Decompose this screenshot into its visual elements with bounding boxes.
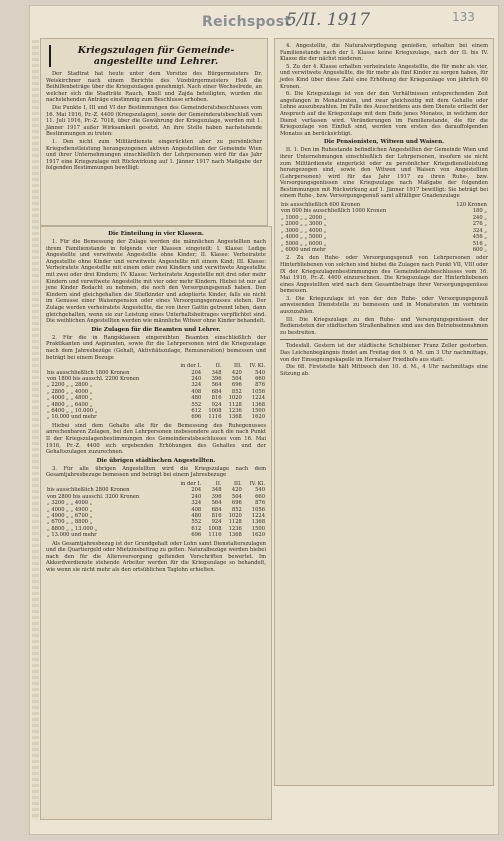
- table-row: [280, 247, 488, 253]
- binding-edge: [32, 40, 39, 820]
- table-cell: 1128: [228, 401, 242, 408]
- table-cell: „ 4000 „ „ 4900 „: [47, 506, 93, 513]
- table-cell: 240: [191, 375, 202, 382]
- table-cell: 504: [231, 375, 242, 382]
- table-cell: 240: [191, 493, 202, 500]
- table-cell: 540: [255, 369, 265, 376]
- table-cell: 1620: [251, 414, 265, 421]
- notice: Todesfall. Gestern ist der städtische Schulbiener Franz Zeller gestorben. Das Leichenbegängnis findet am Freitag den 9. d. M. um 3 Uhr nachmittags, von der Einsegnungskapelle im Hernalser Friedhofe aus statt.: [280, 343, 488, 363]
- table-cell: „ 3000 „ „ 4000 „: [281, 227, 327, 234]
- notice-text: [275, 343, 493, 377]
- table-header: III.: [234, 480, 242, 487]
- table-cell: 876: [255, 382, 265, 389]
- table-cell: 204: [191, 369, 202, 376]
- section-text: [275, 255, 493, 336]
- table-cell: 420: [231, 369, 242, 376]
- table-cell: „ 13.000 und mehr: [47, 532, 97, 539]
- table-cell: 420: [231, 487, 242, 494]
- table-cell: 816: [211, 512, 222, 519]
- table-cell: 1368: [228, 532, 242, 539]
- table-cell: 852: [231, 388, 242, 395]
- table-cell: 204: [191, 487, 202, 494]
- table-cell: 696: [191, 532, 202, 539]
- table-cell: 1224: [251, 395, 265, 402]
- table-cell: „ 6700 „ „ 8800 „: [47, 519, 93, 526]
- table-cell: 540: [255, 487, 265, 494]
- table-cell: 1368: [251, 519, 265, 526]
- table-cell: 1368: [228, 414, 242, 421]
- clipping-left-main: [40, 226, 272, 820]
- table-cell: 240 „: [472, 214, 487, 221]
- table-beamten: [46, 363, 266, 421]
- table-cell: 696: [231, 500, 242, 507]
- table-cell: 852: [231, 506, 242, 513]
- table-cell: „ 2200 „ „ 2800 „: [47, 382, 93, 389]
- table-cell: bis ausschließlich 600 Kronen: [281, 202, 361, 209]
- table-cell: 1224: [251, 512, 265, 519]
- table-cell: 1056: [251, 506, 265, 513]
- table-cell: 1236: [228, 525, 242, 532]
- table-cell: „ 6400 „ „ 10.000 „: [47, 407, 98, 414]
- table-cell: 396: [211, 493, 222, 500]
- section-heading: Die Einteilung in vier Klassen.: [108, 231, 204, 237]
- table-pensionisten: [280, 202, 488, 253]
- section-text: [41, 466, 271, 479]
- table-cell: 1020: [228, 395, 242, 402]
- table-cell: 1116: [208, 532, 222, 539]
- table-cell: 1008: [208, 525, 222, 532]
- table-cell: „ 5000 „ „ 6000 „: [281, 240, 327, 247]
- table-cell: 1128: [228, 519, 242, 526]
- table-cell: 684: [211, 506, 222, 513]
- table-cell: 1500: [251, 525, 265, 532]
- newspaper-stamp: Reichspost: [202, 14, 292, 30]
- table-cell: 612: [191, 525, 202, 532]
- paragraph: 3. Für alle übrigen Angestellten wird die Kriegszulage nach dem Gesamtjahresbezuge bemessen und beträgt bei einem Jahresbezuge: [46, 465, 266, 479]
- table-cell: „ 6000 und mehr: [281, 246, 326, 253]
- table-cell: 816: [211, 395, 222, 402]
- table-cell: 456 „: [472, 234, 487, 241]
- table-cell: bis ausschließlich 1800 Kronen: [47, 369, 130, 376]
- table-cell: 324 „: [472, 227, 487, 234]
- table-cell: 408: [191, 506, 202, 513]
- intro-paragraph: 1. Den nicht zum Militärdienste eingerückten aber zu persönlicher Kriegsdienstleistung herangezogenen aktiven Angestellten der Gemeinde Wien und ihrer Unternehmungen einschließlich der Lehrpersonen wird für das Jahr 1917 eine Kriegszulage mit Rückwirkung auf 1. Jänner 1917 nach Maßgabe der folgenden Bestimmungen bewilligt:: [46, 138, 262, 172]
- table-cell: 924: [211, 519, 222, 526]
- section-heading: Die Pensionisten, Witwen und Waisen.: [323, 139, 445, 146]
- paragraph: 3. Die Kriegszulage ist von der den Ruhe- oder Versorgungsgenuß anweisenden Dienststelle zu bemessen und in Monatsraten im vorhinein auszuzahlen.: [280, 295, 488, 316]
- clipping-right-main: [274, 38, 494, 786]
- table-cell: 1020: [228, 512, 242, 519]
- table-header: III.: [234, 363, 242, 370]
- table-cell: 684: [211, 388, 222, 395]
- table-cell: 1236: [228, 407, 242, 414]
- table-cell: „ 8800 „ „ 13.000 „: [47, 525, 98, 532]
- table-cell: 552: [191, 401, 202, 408]
- section-text: [41, 423, 271, 456]
- section-text: [41, 335, 271, 361]
- table-cell: 504: [231, 493, 242, 500]
- paragraph: 6. Die Kriegszulage ist von der den Verhältnissen entsprechenden Zeit angefangen in Monatsraten, und zwar gleichzeitig mit dem Gehalte oder Lohne auszubezahlen. Im Falle des Ausscheidens aus dem Dienste erlischt der Anspruch auf die Kriegszulage mit dem Ende jenes Monates, in welchem der Dienst verlassen wird. Veränderungen im Familienstande, die für die Kriegszulage von Einfluß sind, werden vom ersten des darauffolgenden Monates an berücksichtigt.: [280, 91, 488, 137]
- table-cell: „ 4000 „ „ 5000 „: [281, 234, 327, 241]
- table-cell: 324: [191, 382, 202, 389]
- table-cell: 1116: [208, 414, 222, 421]
- folio-number: 133: [452, 10, 475, 24]
- table-body: [46, 370, 266, 421]
- table-cell: „ 2000 „ „ 3000 „: [281, 221, 327, 228]
- intro-paragraph: Der Stadtrat hat heute unter dem Vorsitze des Bürgermeisters Dr. Weiskirchner nach einem Berichte des Vizebürgermeisters Hoß die Beihilfenbeträge über die Kriegszulagen genehmigt. Nach einer Wechselrede, an welcher sich die Stadträte Rauch, Knoll und Zajda beteiligten, wurden die nachstehenden Anträge einstimmig zum Beschlusse erhoben.: [46, 71, 262, 104]
- table-cell: 612: [191, 407, 202, 414]
- table-header: in der I.: [180, 480, 202, 487]
- table-body: [46, 487, 266, 538]
- handwritten-date: 5/II. 1917: [286, 10, 371, 30]
- table-header: II.: [215, 480, 222, 487]
- clipping-left-top: [40, 38, 268, 226]
- table-cell: 1008: [208, 407, 222, 414]
- table-cell: 120 Kronen: [456, 202, 487, 209]
- table-row: [46, 532, 266, 538]
- table-cell: 396: [211, 375, 222, 382]
- table-header: IV. Kl.: [249, 480, 265, 487]
- table-cell: 408: [191, 388, 202, 395]
- paragraph: Hiebei sind dem Gehalte alle für die Bemessung des Ruhegenusses anrechenbaren Zulagen, bei den Lehrpersonen insbesondere auch die nach Punkt II der Kriegszulagenbestimmungen des Gemeinderatsbeschlusses vom 16. Mai 1916, Pr.-Z. 4400 sich ergebenden Erhöhungen des Gehaltes und der Gehaltszulagen zuzurechnen.: [46, 422, 266, 456]
- table-cell: 660: [255, 493, 265, 500]
- table-cell: 600 „: [472, 246, 487, 253]
- table-cell: 876: [255, 500, 265, 507]
- paragraph: 5. Zu der 4. Klasse erhalten verheiratete Angestellte, die für mehr als vier, und verwitwete Angestellte, die für mehr als fünf Kinder zu sorgen haben, für jedes Kind über diese Zahl eine Erhöhung der Kriegszulage von jährlich 60 Kronen.: [280, 63, 488, 90]
- paragraph: 4. Angestellte, die Naturalverpflegung genießen, erhalten bei einem Familienstande nach der I. Klasse keine Kriegszulage, nach der II. bis IV. Klasse die der nächst niederen.: [280, 43, 488, 63]
- table-cell: von 1800 bis ausschl. 2200 Kronen: [47, 375, 140, 382]
- notice: Die 68. Firststelle hält Mittwoch den 10. d. M., 4 Uhr nachmittags eine Sitzung ab.: [280, 364, 488, 377]
- table-cell: 1056: [251, 388, 265, 395]
- table-cell: 276 „: [472, 221, 487, 228]
- table-cell: bis ausschließlich 2800 Kronen: [47, 487, 130, 494]
- table-header: II.: [215, 363, 222, 370]
- divider: [280, 339, 488, 340]
- table-row: [46, 414, 266, 420]
- section-heading: Die übrigen städtischen Angestellten.: [96, 457, 216, 464]
- table-cell: von 600 bis ausschließlich 1000 Kronen: [281, 208, 387, 215]
- article-title: Kriegszulagen für Gemeinde-angestellte und Lehrer.: [41, 39, 267, 71]
- paragraph: 2. Für die in Rangsklassen eingereihten Beamten einschließlich der Praktikanten und Aspiranten, sowie für die Lehrpersonen wird die Kriegszulage nach dem Jahresbezüge (Gehalt, Aktivitätszulage, Remuneration) bemessen und beträgt bei einem Bezuge: [46, 334, 266, 361]
- table-cell: 324: [191, 500, 202, 507]
- table-cell: 480: [191, 395, 202, 402]
- table-cell: 180 „: [472, 208, 487, 215]
- section-text: [41, 239, 271, 325]
- table-cell: „ 2800 „ „ 4000 „: [47, 388, 93, 395]
- table-header: IV. Kl.: [249, 363, 265, 370]
- table-cell: „ 4800 „ „ 6400 „: [47, 401, 93, 408]
- paragraph: II. 1. Den im Ruhestande befindlichen Angestellten der Gemeinde Wien und ihrer Unternehmungen einschließlich der Lehrpersonen, insofern sie nicht zum Militärdienste eingerückt oder zu persönlicher Kriegsdienstleistung herangezogen sind, sowie den Witwen und Waisen von Angestellten (Lehrpersonen) wird für das Jahr 1917 zu ihren Ruhe-, bzw. Versorgungsgenüssen eine Kriegszulage nach Maßgabe der folgenden Bestimmungen mit Rückwirkung auf 1. Jänner 1917 bewilligt: Sie beträgt bei einem Ruhe-, bzw. Versorgungsgenuß samt allfälliger Gnadenzulage: [280, 147, 488, 200]
- paragraph: Als Gesamtjahresbezug ist der Grundgehalt oder Lohn samt Dienstalterszulagen und die Quartiergeld oder Mietzinsbeitrag zu gelten. Naturalbezüge werden hiebei nach den für die Altersversorgung geltenden Vorschriften bewertet. Im Akkordverdienste stehende Arbeiter werden für die Kriegszulage so behandelt, wie wenn sie nicht mehr als den ortsüblichen Taglohn erhielten.: [46, 540, 266, 573]
- section-text: [41, 541, 271, 574]
- table-cell: „ 4000 „ „ 4800 „: [47, 395, 93, 402]
- table-body: [280, 202, 488, 253]
- table-cell: 696: [231, 382, 242, 389]
- section-text: [275, 39, 493, 137]
- table-angestellte: [46, 481, 266, 539]
- section-heading: Die Zulagen für die Beamten und Lehrer.: [91, 326, 221, 333]
- intro-paragraph: Die Punkte I, III und VI der Bestimmungen des Gemeinderatsbeschlusses vom 16. Mai 1916, Pr.-Z. 4400 (Kriegszulagen), sowie der Gemeinderatsbeschluß vom 11. Juli 1916, Pr.-Z. 7018, über die Gewährung der Kriegszulage, werden mit 1. Jänner 1917 außer Wirksamkeit gesetzt. An ihre Stelle haben nachstehende Bestimmungen zu treten:: [46, 104, 262, 138]
- table-cell: 516 „: [472, 240, 487, 247]
- table-cell: 564: [211, 382, 222, 389]
- table-cell: „ 3200 „ „ 4000 „: [47, 500, 93, 507]
- table-cell: 1620: [251, 532, 265, 539]
- table-cell: 564: [211, 500, 222, 507]
- table-cell: 348: [211, 369, 222, 376]
- table-cell: 660: [255, 375, 265, 382]
- table-cell: 696: [191, 414, 202, 421]
- article-intro: [41, 71, 267, 172]
- paragraph: 1. Für die Bemessung der Zulage werden die männlichen Angestellten nach ihrem Familienstande in folgende vier Klassen eingeteilt: I. Klasse: Ledige Angestellte und verwitwete Angestellte ohne Kinder; II. Klasse: Verheiratete Angestellte ohne Kinder und verwitwete Angestellte mit einem Kind; III. Klasse: Verheiratete Angestellte mit einem oder zwei Kindern und verwitwete Angestellte mit zwei oder drei Kindern; IV. Klasse: Verheiratete Angestellte mit drei oder mehr Kindern und verwitwete Angestellte mit vier oder mehr Kindern. Hiebei ist nur auf jene Kinder Bedacht zu nehmen, die noch den Versorgungsgenuß haben. Den Kindern sind gleichgehalten die Stiefkinder und adoptierte Kinder, falls sie nicht im Genusse einer Waisenpension oder eines Versorgungsgenusses stehen. Der Zulage werden verheiratete Angestellte, die von ihrer Gattin getrennt leben, dann gleichgehalten, wenn sie zur Leistung eines Unterhaltsbeitrages verpflichtet sind. Die weiblichen Angestellten werden wie männliche Witwer ohne Kinder behandelt.: [46, 239, 266, 325]
- table-cell: „ 1000 „ „ 2000 „: [281, 214, 327, 221]
- section-text: [275, 147, 493, 200]
- table-cell: 348: [211, 487, 222, 494]
- table-cell: von 2800 bis ausschl. 3200 Kronen: [47, 493, 140, 500]
- table-cell: 480: [191, 512, 202, 519]
- table-cell: 552: [191, 519, 202, 526]
- table-cell: „ 10.000 und mehr: [47, 414, 97, 421]
- table-cell: 1500: [251, 407, 265, 414]
- paragraph: III. Die Kriegszulage zu den Ruhe- und Versorgungsgenüssen der Bediensteten der städtischen Straßenbahnen sind aus den Betriebseinnahmen zu bestreiten.: [280, 316, 488, 336]
- table-header: in der I.: [180, 363, 202, 370]
- table-cell: 924: [211, 401, 222, 408]
- table-cell: 1368: [251, 401, 265, 408]
- table-cell: „ 4900 „ „ 6700 „: [47, 512, 93, 519]
- paragraph: 2. Zu den Ruhe- oder Versorgungsgenuß von Lehrpersonen oder Hinterbliebenen von solchen sind hiebei die Zulagen nach Punkt VII, VIII oder IX der Kriegszulagenbestimmungen des Gemeinderatsbeschlusses vom 16. Mai 1916, Pr.-Z. 4400 einzurechnen. Die Kriegszulage der Hinterbliebenen eines Angestellten wird nach dem Gesamtbetrage ihrer Versorgungsgenüsse bemessen.: [280, 255, 488, 295]
